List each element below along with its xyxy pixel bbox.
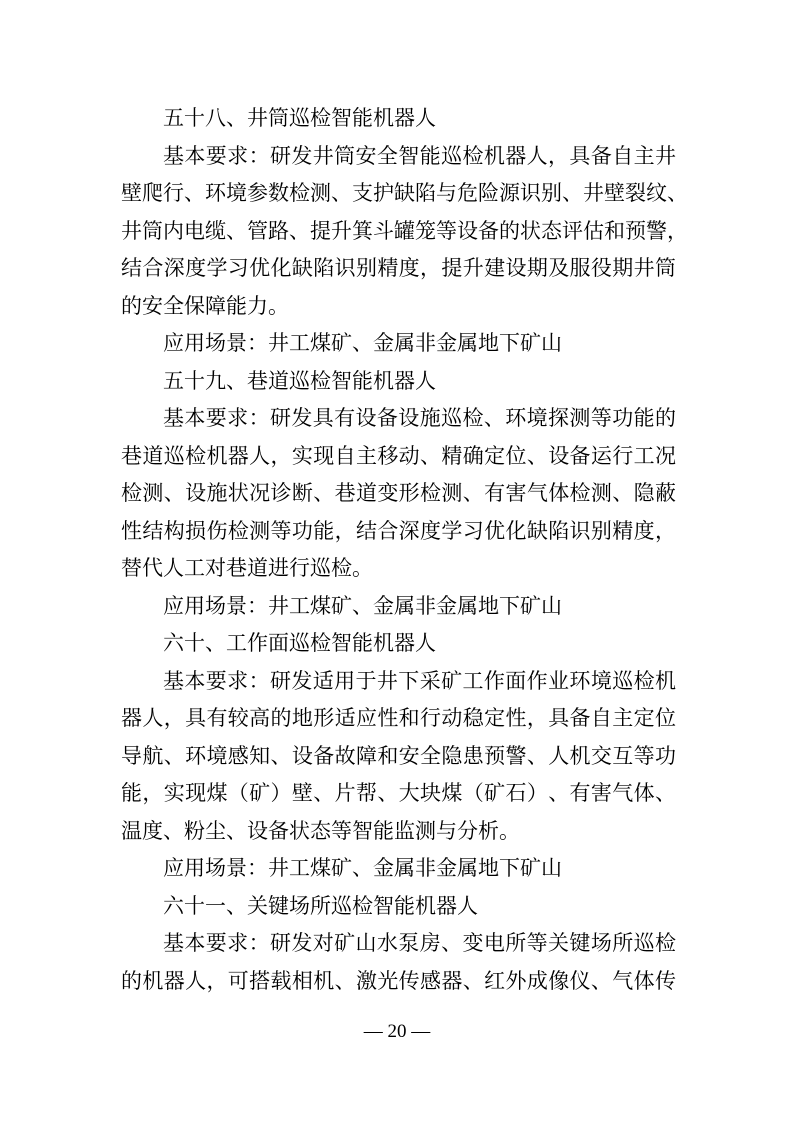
section-title: 六十、工作面巡检智能机器人 [163,631,436,655]
page-number: — 20 — [363,1021,431,1042]
requirement-line: 器 人 ， 具 有 较 高 的 地 形 适 应 性 和 行 动 稳 定 性 ， 具 备 自 主 定 位 [121,706,676,730]
section [121,888,676,1001]
requirement-line: 替代人工对巷道进行巡检。 [121,556,373,580]
requirement-line: 巷 道 巡 检 机 器 人 ， 实 现 自 主 移 动 、 精 确 定 位 、 设 备 运 行 工 况 [121,443,676,468]
section-title: 六十一、关键场所巡检智能机器人 [163,893,478,918]
requirement-line: 性 结 构 损 伤 检 测 等 功 能 ， 结 合 深 度 学 习 优 化 缺 陷 识 别 精 度 ， [121,518,676,543]
section [121,625,676,888]
requirement-line: 基 本 要 求 ： 研 发 井 筒 安 全 智 能 巡 检 机 器 人 ， 具 备 自 主 井 [163,143,676,168]
application-scene: 应用场景：井工煤矿、金属非金属地下矿山 [163,331,562,355]
section-title: 五十八、井筒巡检智能机器人 [163,106,436,130]
requirement-line: 结 合 深 度 学 习 优 化 缺 陷 识 别 精 度 ， 提 升 建 设 期 及 服 役 期 井 筒 [121,256,676,280]
section [121,363,676,626]
requirement-line: 的安全保障能力。 [121,293,289,318]
application-scene: 应用场景：井工煤矿、金属非金属地下矿山 [163,593,562,618]
section-title: 五十九、巷道巡检智能机器人 [163,368,436,393]
requirement-line: 的 机 器 人 ， 可 搭 载 相 机 、 激 光 传 感 器 、 红 外 成 像 仪 、 气 体 传 [121,968,676,993]
requirement-line: 基 本 要 求 ： 研 发 适 用 于 井 下 采 矿 工 作 面 作 业 环 境 巡 检 机 [163,668,676,693]
requirement-line: 基 本 要 求 ： 研 发 对 矿 山 水 泵 房 、 变 电 所 等 关 键 场 所 巡 检 [163,931,676,955]
requirement-line: 基 本 要 求 ： 研 发 具 有 设 备 设 施 巡 检 、 环 境 探 测 等 功 能 的 [163,406,676,430]
requirement-line: 检 测 、 设 施 状 况 诊 断 、 巷 道 变 形 检 测 、 有 害 气 体 检 测 、 隐 蔽 [121,481,676,505]
requirement-line: 能 ， 实 现 煤 （ 矿 ） 壁 、 片 帮 、 大 块 煤 （ 矿 石 ） 、 有 害 气 体 、 [121,781,676,805]
requirement-line: 导 航 、 环 境 感 知 、 设 备 故 障 和 安 全 隐 患 预 警 、 人 机 交 互 等 功 [121,743,676,768]
requirement-line: 温度、粉尘、设备状态等智能监测与分析。 [121,818,520,843]
document-body [121,100,688,1000]
requirement-line: 井 筒 内 电 缆 、 管 路 、 提 升 箕 斗 罐 笼 等 设 备 的 状 态 评 估 和 预 警 ， [121,218,688,243]
section [121,100,688,363]
requirement-line: 壁 爬 行 、 环 境 参 数 检 测 、 支 护 缺 陷 与 危 险 源 识 别 、 井 壁 裂 纹 、 [121,181,688,205]
application-scene: 应用场景：井工煤矿、金属非金属地下矿山 [163,856,562,880]
